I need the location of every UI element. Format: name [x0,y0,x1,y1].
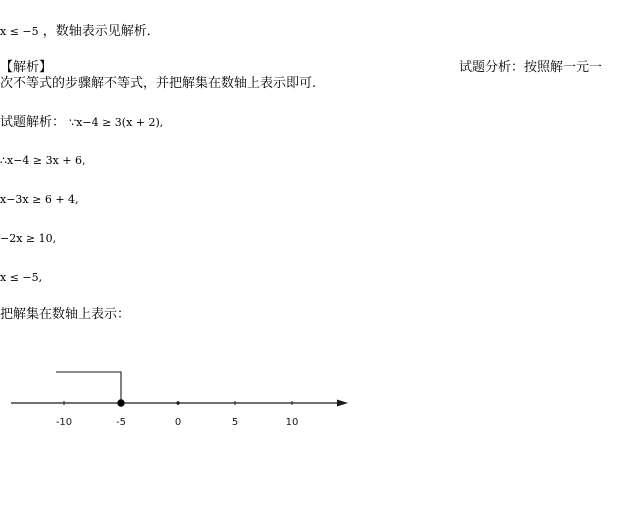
numberline-intro: 把解集在数轴上表示： [0,307,131,322]
solution-step-2: x−3x ≥ 6 + 4, [0,193,79,206]
analysis-prefix: 试题分析：按照解一元一 [459,60,603,75]
solution-endpoint [118,400,124,406]
solution-prefix: 试题解析： [0,115,66,130]
analysis-text: 次不等式的步骤解不等式，并把解集在数轴上表示即可. [0,76,317,91]
solution-set-ray [56,372,121,403]
analysis-header: 【解析】 [0,60,53,75]
solution-first-step: ∵x−4 ≥ 3(x + 2), [69,116,164,129]
tick-label: -5 [116,417,126,428]
tick-label: -10 [55,417,73,428]
number-line-arrowhead [337,400,348,407]
tick-label: 0 [174,417,182,428]
answer-line [0,24,160,40]
solution-step-3: −2x ≥ 10, [0,232,57,245]
number-line-figure [0,360,360,440]
solution-step-1: ∴x−4 ≥ 3x + 6, [0,154,86,167]
tick-label: 10 [285,417,299,428]
solution-step-4: x ≤ −5, [0,271,43,284]
answer-math: x ≤ −5 [0,25,39,38]
answer-text: ，数轴表示见解析． [42,24,160,39]
tick-label: 5 [231,417,239,428]
origin-dot [176,401,179,404]
solution-first-line [0,115,163,131]
